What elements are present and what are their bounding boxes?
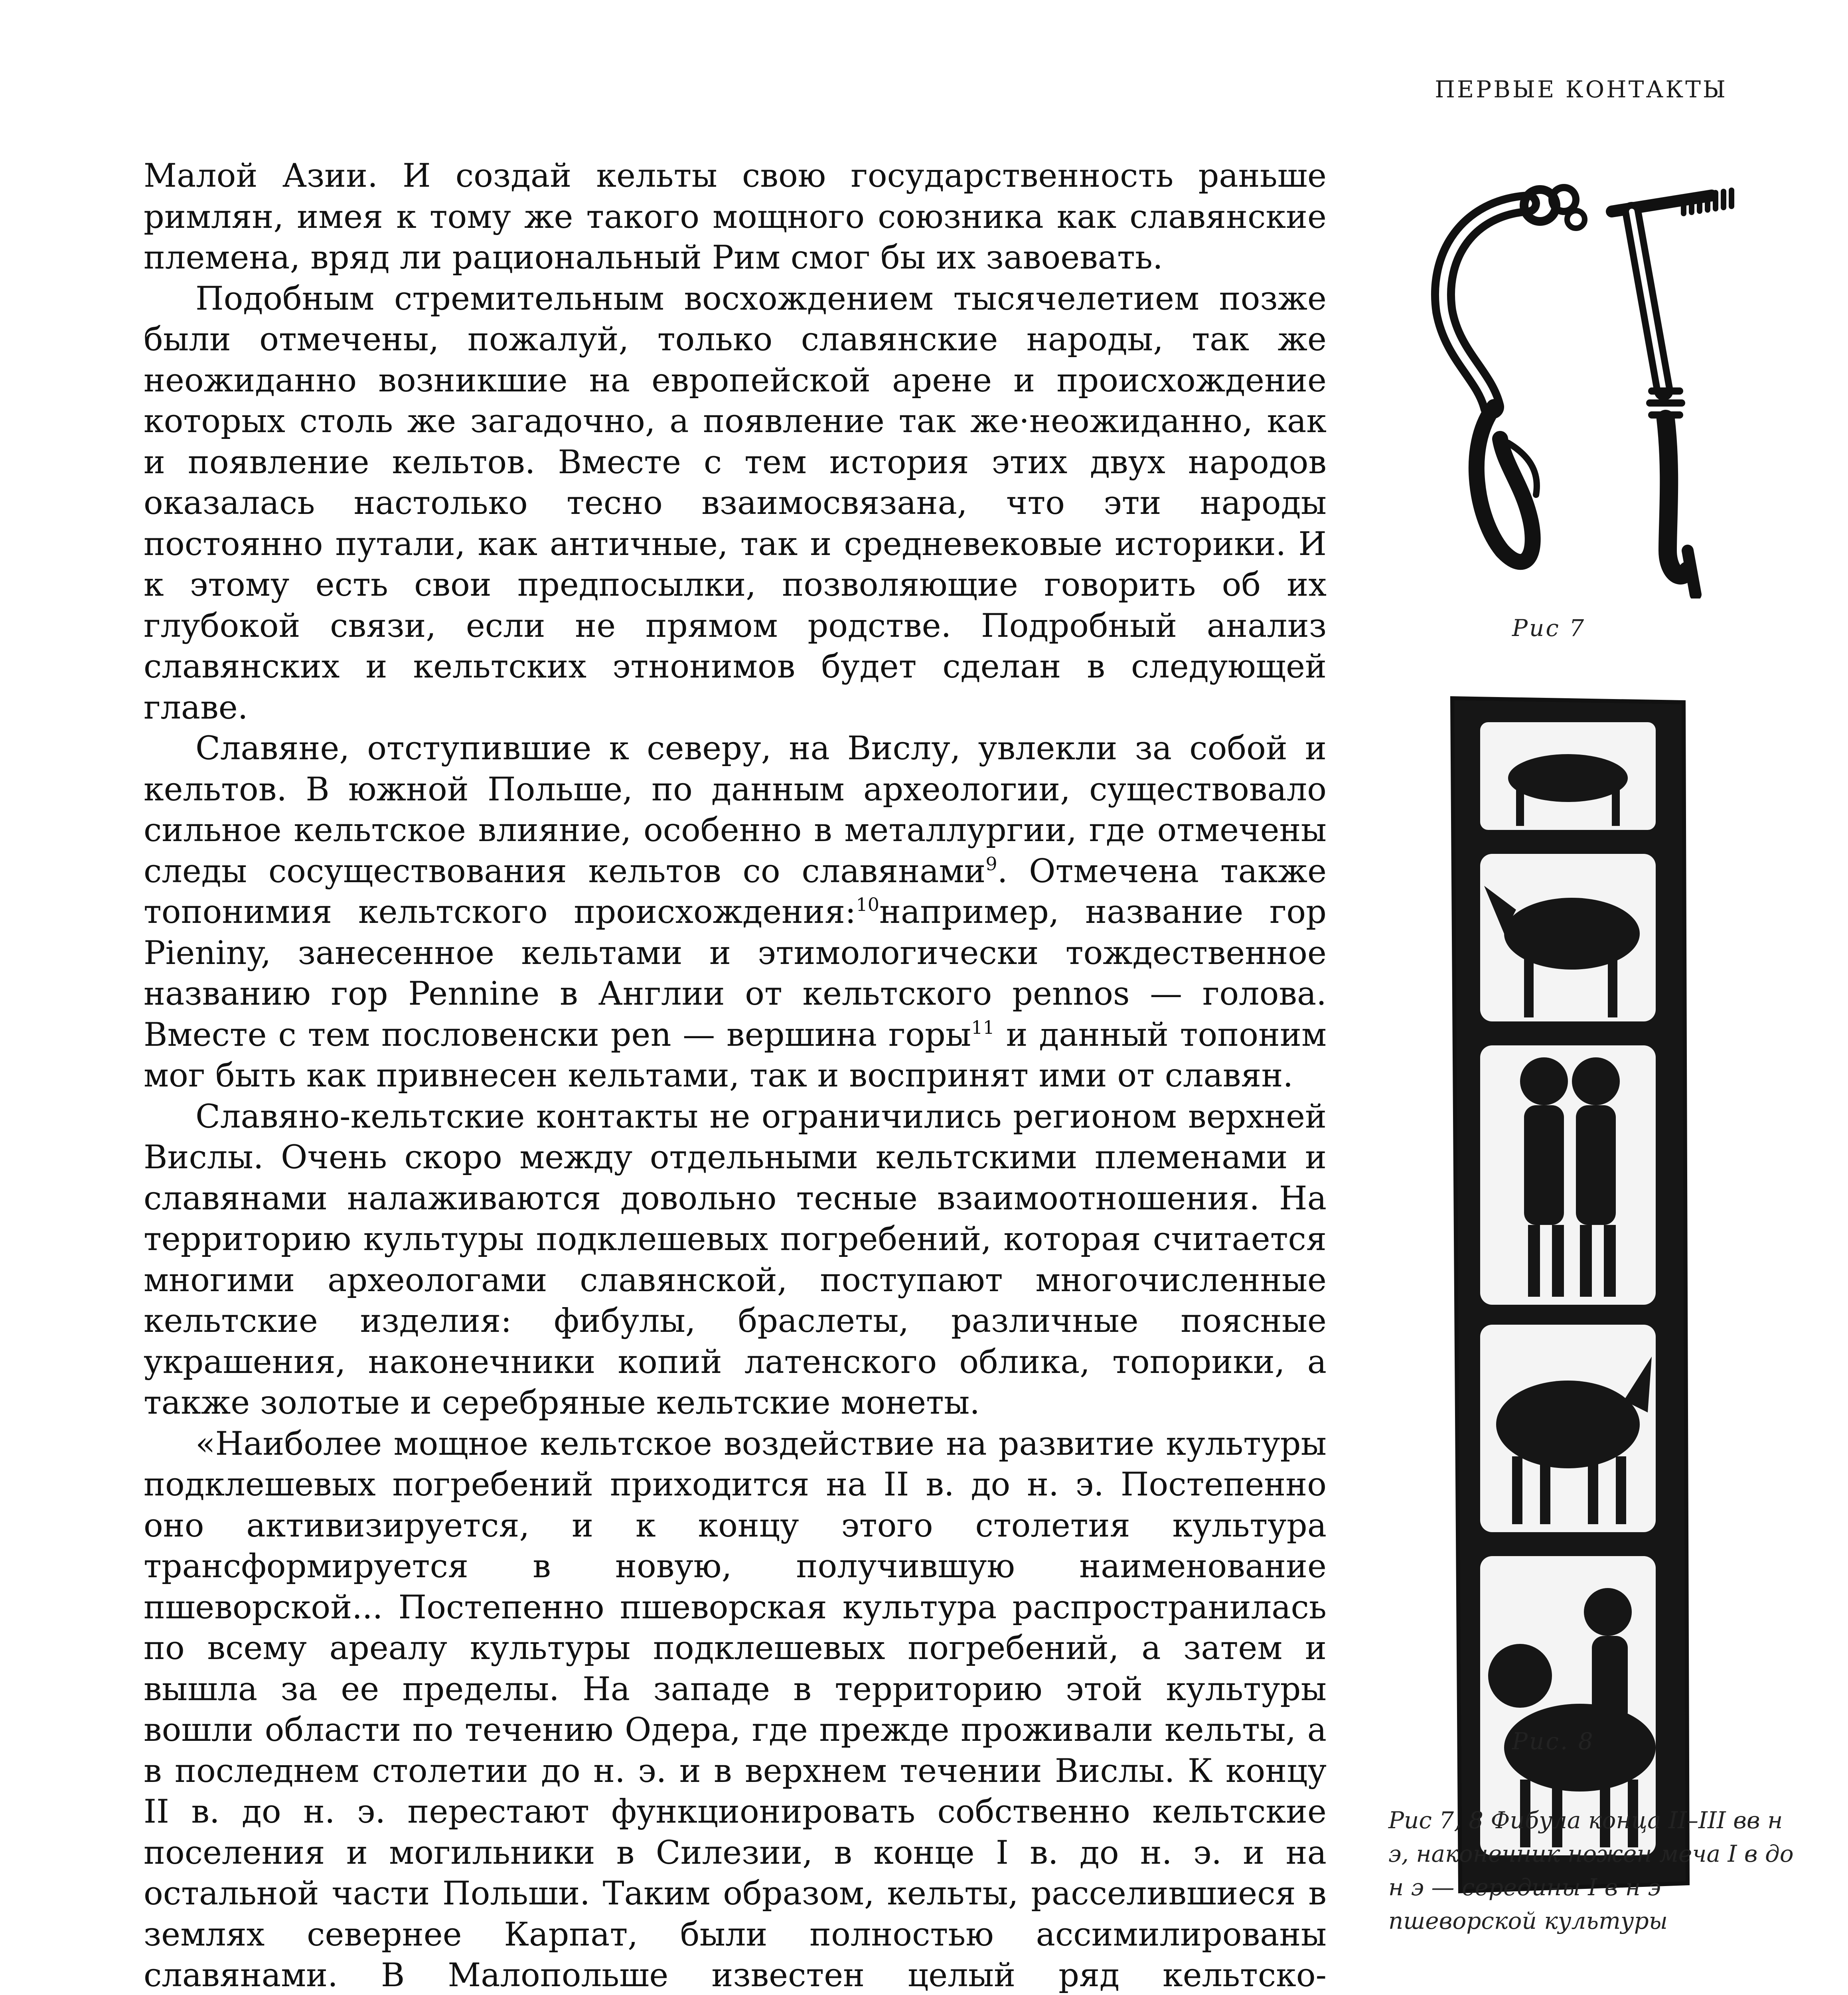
fibula-illustration bbox=[1408, 168, 1759, 598]
running-head: ПЕРВЫЕ КОНТАКТЫ bbox=[1435, 76, 1728, 103]
paragraph-3 bbox=[144, 728, 1327, 1096]
footnote-ref-11: 11 bbox=[971, 1016, 995, 1038]
figure-7-label: Рис 7 bbox=[1512, 614, 1586, 642]
paragraph-2: Подобным стремительным восхождением тысячелетием позже были отмечены, пожалуй, только славянские народы, так же неожиданно возникшие на европейской арене и происхождение которых столь же загадочно, а появление так же·неожиданно, как и появление кельтов. Вместе с тем история этих двух народов оказалась настолько тесно взаимосвязана, что эти народы постоянно путали, как античные, так и средневековые историки. И к этому есть свои предпосылки, позволяющие говорить об их глубокой связи, если не прямом родстве. Подробный анализ славянских и кельтских этнонимов будет сделан в следующей главе. bbox=[144, 280, 1327, 727]
paragraph-4: Славяно-кельтские контакты не ограничились регионом верхней Вислы. Очень скоро между отдельными кельтскими племенами и славянами налаживаются довольно тесные взаимоотношения. На территорию культуры подклешевых погребений, которая считается многими археологами славянской, поступают многочисленные кельтские изделия: фибулы, браслеты, различные поясные украшения, наконечники копий латенского облика, топорики, а также золотые и серебряные кельтские монеты. bbox=[144, 1098, 1327, 1422]
footnote-ref-9: 9 bbox=[985, 853, 997, 875]
paragraph-1: Малой Азии. И создай кельты свою государственность раньше римлян, имея к тому же такого мощного союзника как славянские племена, вряд ли рациональный Рим смог бы их завоевать. bbox=[144, 157, 1327, 277]
figure-8-label: Рис. 8 bbox=[1512, 1728, 1595, 1755]
figure-caption: Рис 7, 8 Фибула конца II–III вв н э, наконечник ножен меча I в до н э — середины I в н э пшеворской культуры bbox=[1388, 1807, 1794, 1934]
paragraph-5-quote bbox=[144, 1424, 1327, 1995]
main-text-column bbox=[144, 156, 1327, 1995]
scabbard-illustration bbox=[1436, 686, 1700, 1899]
text-run: и данный топоним мог быть как привнесен кельтами, так и воспринят ими от славян. bbox=[144, 1016, 1327, 1094]
text-run: «Наиболее мощное кельтское воздействие на развитие культуры подклешевых погребений приходится на II в. до н. э. Постепенно оно активизируется, и к концу этого столетия культура трансформируется в новую, получившую наименование пшеворской... Постепенно пшеворская культура распространилась по всему ареалу культуры подклешевых погребений, а затем и вышла за ее пределы. На западе в территорию этой культуры вошли области по течению Одера, где прежде проживали кельты, а в последнем столетии до н. э. и в верхнем течении Вислы. К концу II в. до н. э. перестают функционировать собственно кельтские поселения и могильники в Силезии, в конце I в. до н. э. и на остальной части Польши. Таким образом, кельты, расселившиеся в землях севернее Карпат, были полностью ассимилированы славянами. В Малопольше известен целый ряд кельтско- bbox=[144, 1425, 1327, 1994]
footnote-ref-10: 10 bbox=[856, 894, 879, 915]
figure-8-scabbard bbox=[1436, 686, 1700, 1899]
text-run: например, название гор Pieniny, занесенное кельтами и этимологически тождественное названию гор Pennine в Англии от кельтского pennos — голова. Вместе с тем пословенски pen — вершина горы bbox=[144, 893, 1327, 1054]
text-run: . Отмечена также топонимия кельтского происхождения: bbox=[144, 852, 1327, 931]
figure-7-fibula bbox=[1408, 168, 1759, 598]
text-run: Славяне, отступившие к северу, на Вислу, увлекли за собой и кельтов. В южной Польше, по данным археологии, существовало сильное кельтское влияние, особенно в металлургии, где отмечены следы сосуществования кельтов со славянами bbox=[144, 730, 1327, 890]
